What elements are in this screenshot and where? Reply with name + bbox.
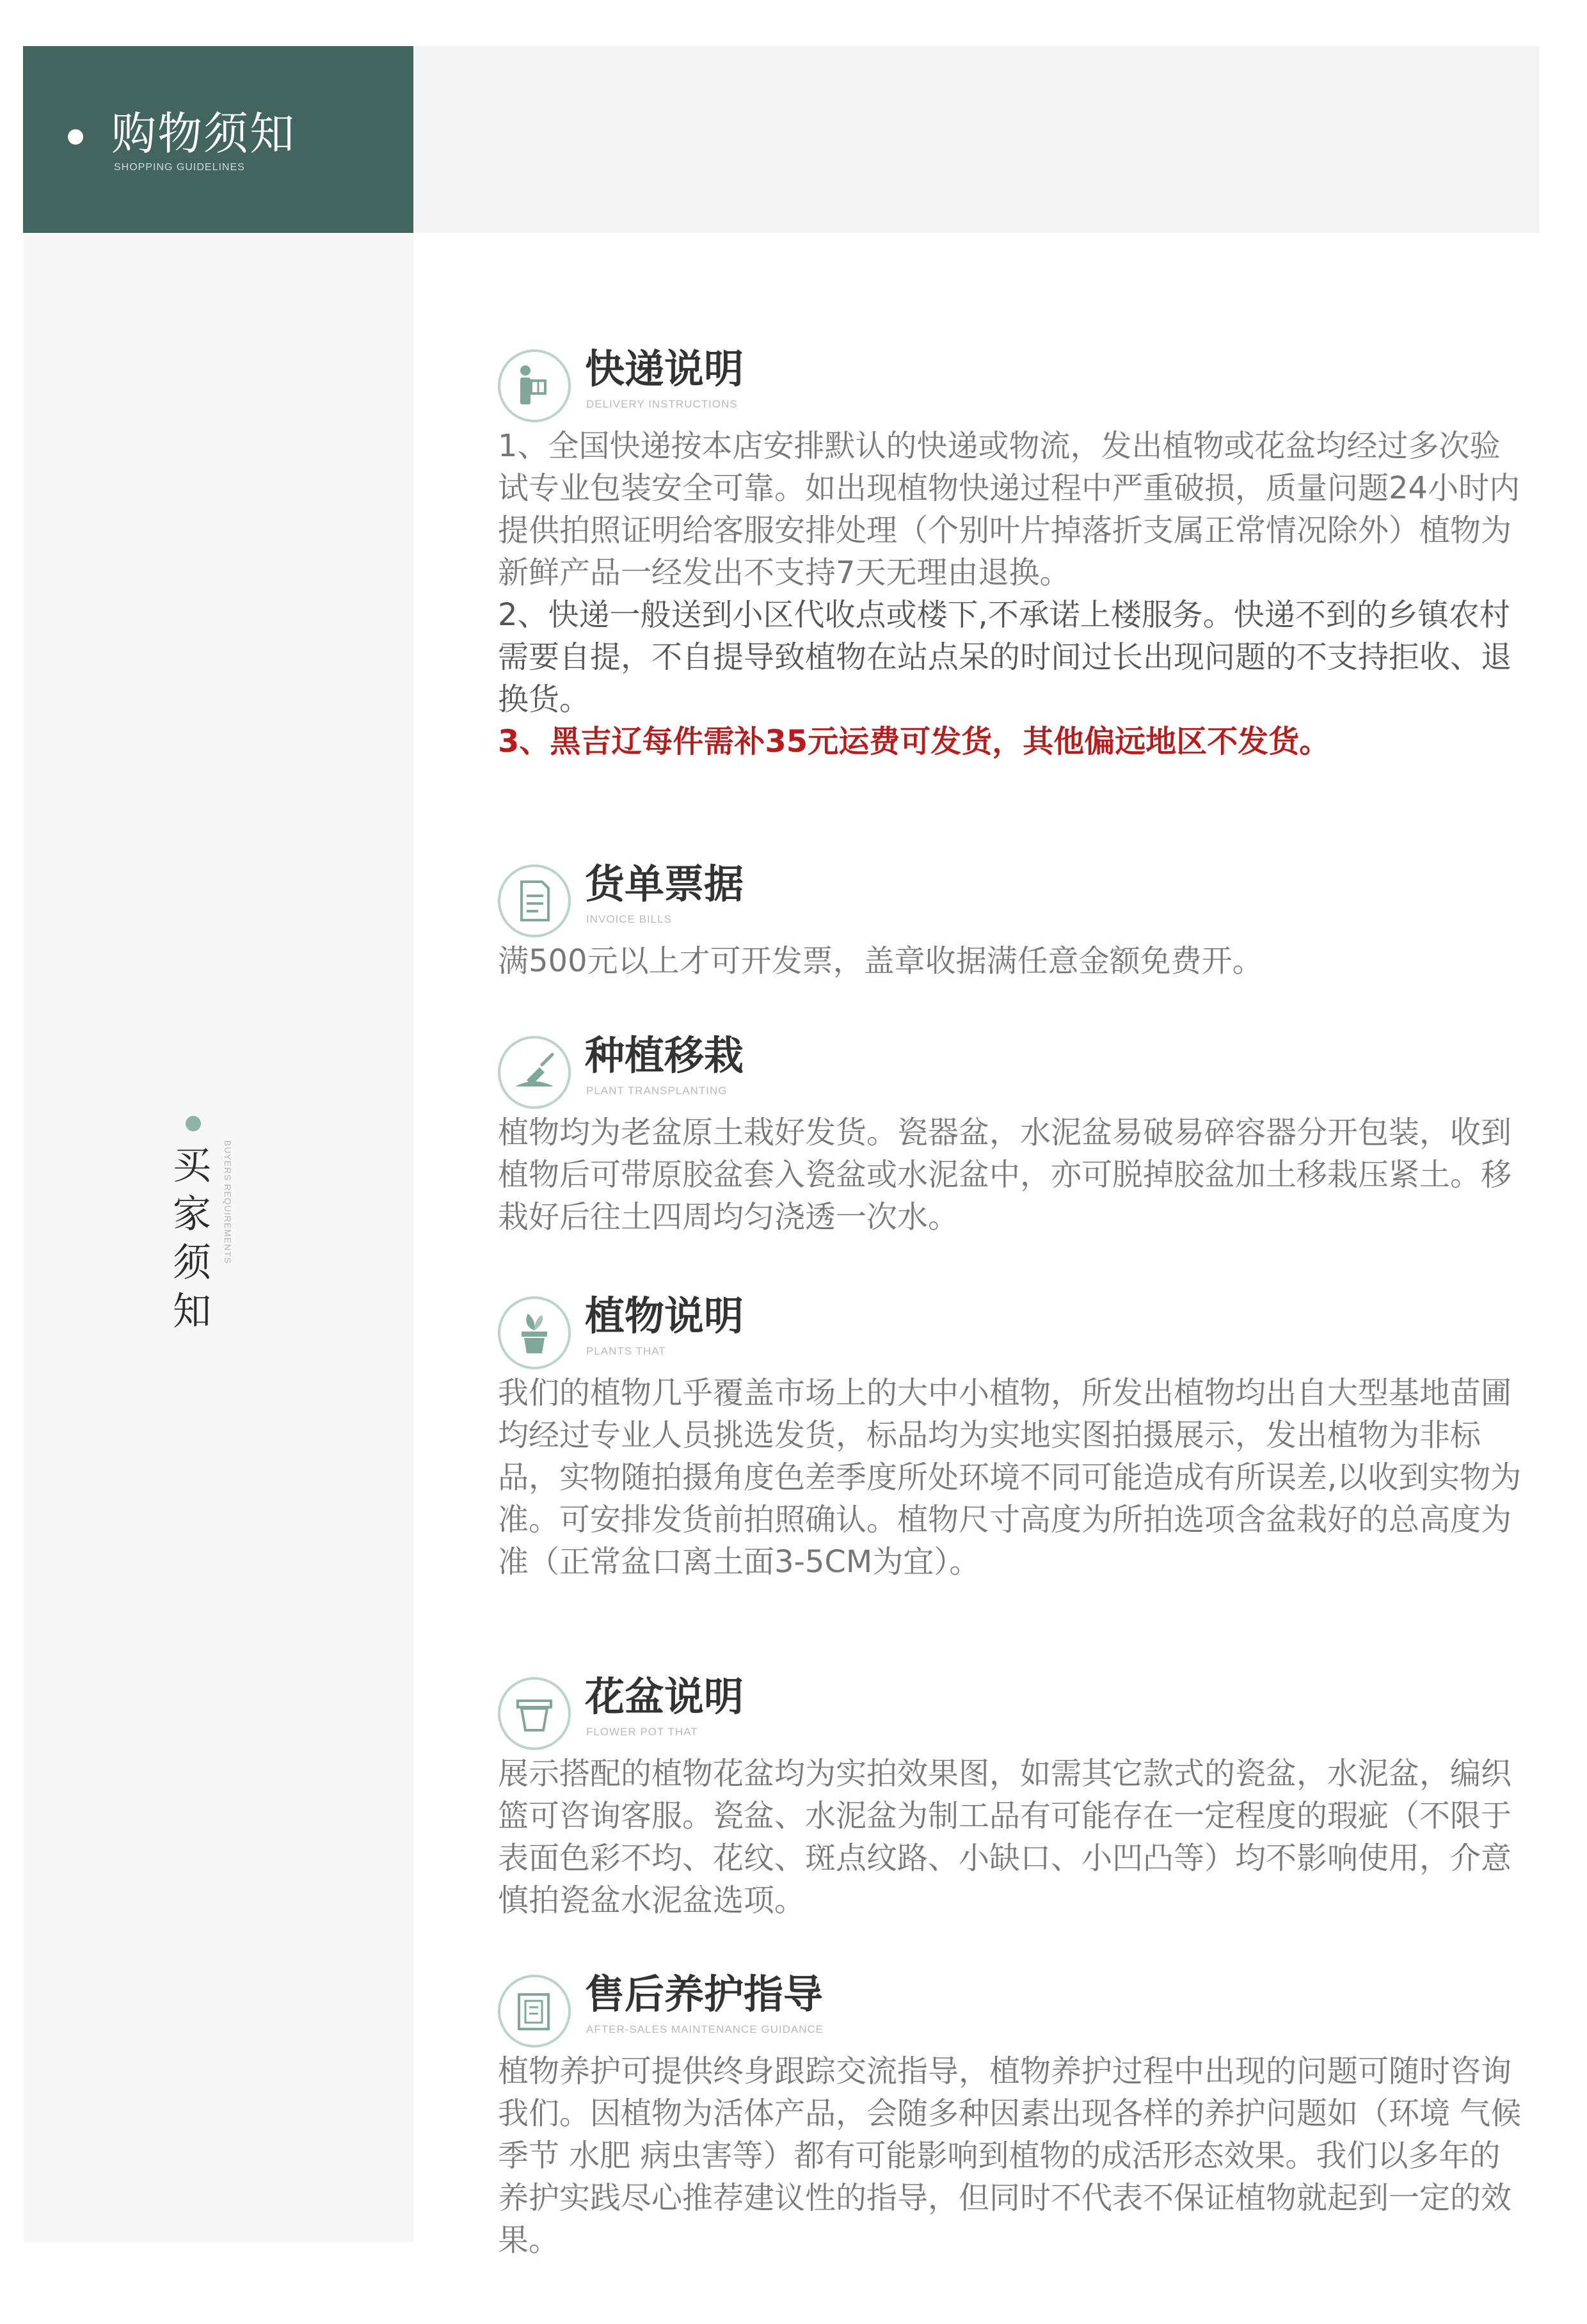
sidebar-title-char: 知 xyxy=(173,1289,211,1334)
paragraph: 植物均为老盆原土栽好发货。瓷器盆，水泥盆易破易碎容器分开包装，收到植物后可带原胶盆套入瓷盆或水泥盆中，亦可脱掉胶盆加土移栽压紧土。移栽好后往土四周均匀浇透一次水。 xyxy=(498,1115,1512,1235)
sidebar-title-char: 家 xyxy=(173,1192,211,1237)
trowel-icon xyxy=(498,1036,571,1109)
paragraph: 1、全国快递按本店安排默认的快递或物流，发出植物或花盆均经过多次验试专业包装安全可靠。如出现植物快递过程中严重破损，质量问题24小时内提供拍照证明给客服安排处理（个别叶片掉落折支属正常情况除外）植物为新鲜产品一经发出不支持7天无理由退换。 xyxy=(498,428,1520,591)
section-title: 花盆说明 xyxy=(585,1673,744,1720)
section-title: 种植移栽 xyxy=(585,1032,744,1079)
header-strip xyxy=(413,46,1540,233)
section-header xyxy=(498,1967,1522,2050)
bullet-dot xyxy=(68,129,83,145)
sidebar-title xyxy=(169,1142,215,1336)
page-title: 购物须知 xyxy=(111,107,296,160)
section-subtitle: PLANTS THAT xyxy=(586,1345,666,1357)
header-banner xyxy=(23,46,413,233)
section-title: 货单票据 xyxy=(585,861,744,907)
sidebar-subtitle: BUYERS REQUIREMENTS xyxy=(223,1140,233,1264)
section-title: 植物说明 xyxy=(585,1293,744,1339)
section-flower-pot xyxy=(498,1669,1522,1922)
potted-plant-icon xyxy=(498,1296,571,1369)
section-subtitle: DELIVERY INSTRUCTIONS xyxy=(586,398,738,410)
section-after-sales xyxy=(498,1967,1522,2261)
section-transplanting xyxy=(498,1028,1522,1238)
section-header xyxy=(498,1289,1522,1372)
paragraph: 2、快递一般送到小区代收点或楼下,不承诺上楼服务。快递不到的乡镇农村需要自提，不自提导致植物在站点呆的时间过长出现问题的不支持拒收、退换货。 xyxy=(498,597,1512,717)
section-subtitle: FLOWER POT THAT xyxy=(586,1726,698,1738)
section-invoice xyxy=(498,857,1522,982)
highlight-paragraph: 3、黑吉辽每件需补35元运费可发货，其他偏远地区不发货。 xyxy=(498,724,1330,760)
shopping-guide-sheet xyxy=(23,46,1540,2258)
sidebar-title-char: 须 xyxy=(173,1241,211,1285)
sidebar xyxy=(23,233,413,2242)
paragraph: 满500元以上才可开发票，盖章收据满任意金额免费开。 xyxy=(498,943,1263,979)
page-subtitle: SHOPPING GUIDELINES xyxy=(114,162,245,173)
section-subtitle: PLANT TRANSPLANTING xyxy=(586,1085,728,1097)
section-header xyxy=(498,1028,1522,1111)
section-title: 售后养护指导 xyxy=(585,1971,824,2018)
section-header xyxy=(498,857,1522,940)
flower-pot-icon xyxy=(498,1677,571,1750)
invoice-icon xyxy=(498,864,571,937)
section-subtitle: AFTER-SALES MAINTENANCE GUIDANCE xyxy=(586,2023,824,2035)
section-header xyxy=(498,1669,1522,1753)
section-delivery xyxy=(498,342,1522,763)
section-plants xyxy=(498,1289,1522,1583)
delivery-person-icon xyxy=(498,349,571,422)
section-title: 快递说明 xyxy=(585,346,744,392)
paragraph: 我们的植物几乎覆盖市场上的大中小植物，所发出植物均出自大型基地苗圃均经过专业人员挑选发货，标品均为实地实图拍摄展示，发出植物为非标品，实物随拍摄角度色差季度所处环境不同可能造成有所误差,以收到实物为准。可安排发货前拍照确认。植物尺寸高度为所拍选项含盆栽好的总高度为准（正常盆口离土面3-5CM为宜）。 xyxy=(498,1375,1522,1580)
section-header xyxy=(498,342,1522,425)
paragraph: 植物养护可提供终身跟踪交流指导，植物养护过程中出现的问题可随时咨询我们。因植物为活体产品，会随多种因素出现各样的养护问题如（环境 气候 季节 水肥 病虫害等）都有可能影响到植物的成活形态效果。我们以多年的养护实践尽心推荐建议性的指导，但同时不代表不保证植物就起到一定的效果。 xyxy=(498,2053,1522,2258)
sidebar-title-char: 买 xyxy=(173,1143,211,1188)
guide-book-icon xyxy=(498,1975,571,2048)
sidebar-dot xyxy=(186,1116,201,1131)
paragraph: 展示搭配的植物花盆均为实拍效果图，如需其它款式的瓷盆，水泥盆，编织篮可咨询客服。瓷盆、水泥盆为制工品有可能存在一定程度的瑕疵（不限于表面色彩不均、花纹、斑点纹路、小缺口、小凹凸等）均不影响使用，介意慎拍瓷盆水泥盆选项。 xyxy=(498,1756,1512,1918)
content-panel xyxy=(413,233,1540,2258)
section-subtitle: INVOICE BILLS xyxy=(586,913,672,925)
